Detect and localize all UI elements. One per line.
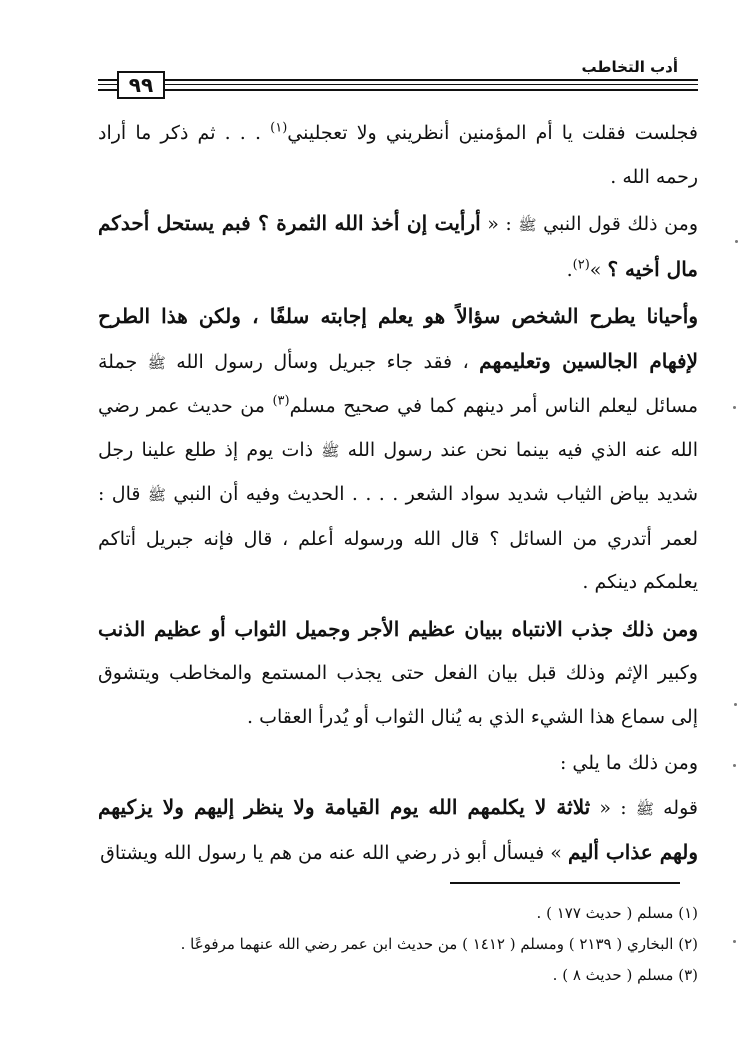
text-span: ومن ذلك ما يلي : — [559, 752, 698, 774]
footnote-separator — [450, 882, 680, 884]
header-rule-middle — [98, 84, 698, 85]
text-span: : « — [590, 796, 636, 819]
footnote-3: (٣) مسلم ( حديث ٨ ) . — [552, 966, 698, 984]
emphasis-text: وأحيانا يطرح الشخص سؤالاً هو يعلم إجابته سلفًا ، ولكن هذا الطرح لإفهام الجالسين وتعليمهم — [98, 304, 699, 373]
text-span: . — [566, 258, 573, 281]
paragraph-4 — [98, 608, 698, 740]
text-span: وكبير الإثم وذلك قبل بيان الفعل حتى يجذب المستمع والمخاطب ويتشوق إلى سماع هذا الشيء الذي به يُنال الثواب أو يُدرأ العقاب . — [98, 662, 698, 728]
hadith-quote: ثلاثة لا يكلمهم الله يوم القيامة ولا ينظر إليهم ولا يزكيهم ولهم عذاب أليم — [98, 794, 698, 864]
emphasis-text: ومن ذلك جذب الانتباه ببيان عظيم الأجر وجميل الثواب أو عظيم الذنب — [98, 616, 698, 641]
page-number: ٩٩ — [117, 71, 165, 99]
text-span: ، فقد جاء جبريل وسأل رسول الله — [165, 350, 480, 373]
text-span: فجلست فقلت يا أم المؤمنين أنظريني ولا تعجليني — [287, 122, 699, 144]
text-span: قال : لعمر أتدري من السائل ؟ قال الله ورسوله أعلم ، قال فإنه جبريل أتاكم يعلمكم دينكم . — [98, 483, 698, 593]
footnotes — [98, 898, 698, 991]
scan-speck — [733, 764, 736, 767]
footnote-1: (١) مسلم ( حديث ١٧٧ ) . — [536, 904, 698, 922]
scan-speck — [733, 940, 736, 943]
text-span: » — [589, 258, 608, 281]
text-span: قوله — [653, 796, 698, 819]
paragraph-6 — [98, 786, 698, 876]
paragraph-2 — [98, 202, 698, 292]
header-rule-bottom — [98, 89, 698, 91]
hadith-quote: أرأيت إن أخذ الله الثمرة ؟ فبم يستحل أحدكم مال أخيه ؟ — [98, 211, 698, 281]
scan-speck — [733, 406, 736, 409]
footnote-2: (٢) البخاري ( ٢١٣٩ ) ومسلم ( ١٤١٢ ) من حديث ابن عمر رضي الله عنهما مرفوعًا . — [180, 935, 698, 953]
paragraph-1 — [98, 112, 698, 199]
salutation-glyph: ﷺ — [147, 486, 166, 504]
main-text — [98, 112, 698, 876]
header-rule-top — [98, 79, 698, 81]
salutation-glyph: ﷺ — [635, 799, 654, 818]
paragraph-3 — [98, 295, 698, 605]
paragraph-5 — [98, 742, 698, 786]
scan-speck — [735, 240, 738, 243]
text-span: جملة مسائل ليعلم الناس أمر دينهم كما في صحيح مسلم — [98, 350, 698, 417]
scan-speck — [734, 703, 737, 706]
text-span: : « — [480, 213, 519, 235]
salutation-glyph: ﷺ — [147, 353, 166, 372]
salutation-glyph: ﷺ — [518, 216, 537, 234]
book-title: أدب التخاطب — [581, 58, 678, 76]
text-span: ذات يوم إذ طلع علينا رجل شديد بياض الثياب شديد سواد الشعر . . . . الحديث وفيه أن النبي — [98, 438, 698, 505]
footnote-ref: (٣) — [272, 393, 290, 409]
salutation-glyph: ﷺ — [321, 441, 340, 460]
text-span: ومن ذلك قول النبي — [536, 213, 698, 235]
footnote-ref: (١) — [270, 120, 288, 136]
text-span: من حديث عمر رضي الله عنه الذي فيه بينما نحن عند رسول الله — [98, 395, 699, 461]
text-span: » فيسأل أبو ذر رضي الله عنه من هم يا رسول الله ويشتاق — [100, 842, 568, 864]
text-span: . . . ثم ذكر ما أراد رحمه الله . — [98, 122, 698, 188]
footnote-ref: (٢) — [572, 257, 590, 273]
